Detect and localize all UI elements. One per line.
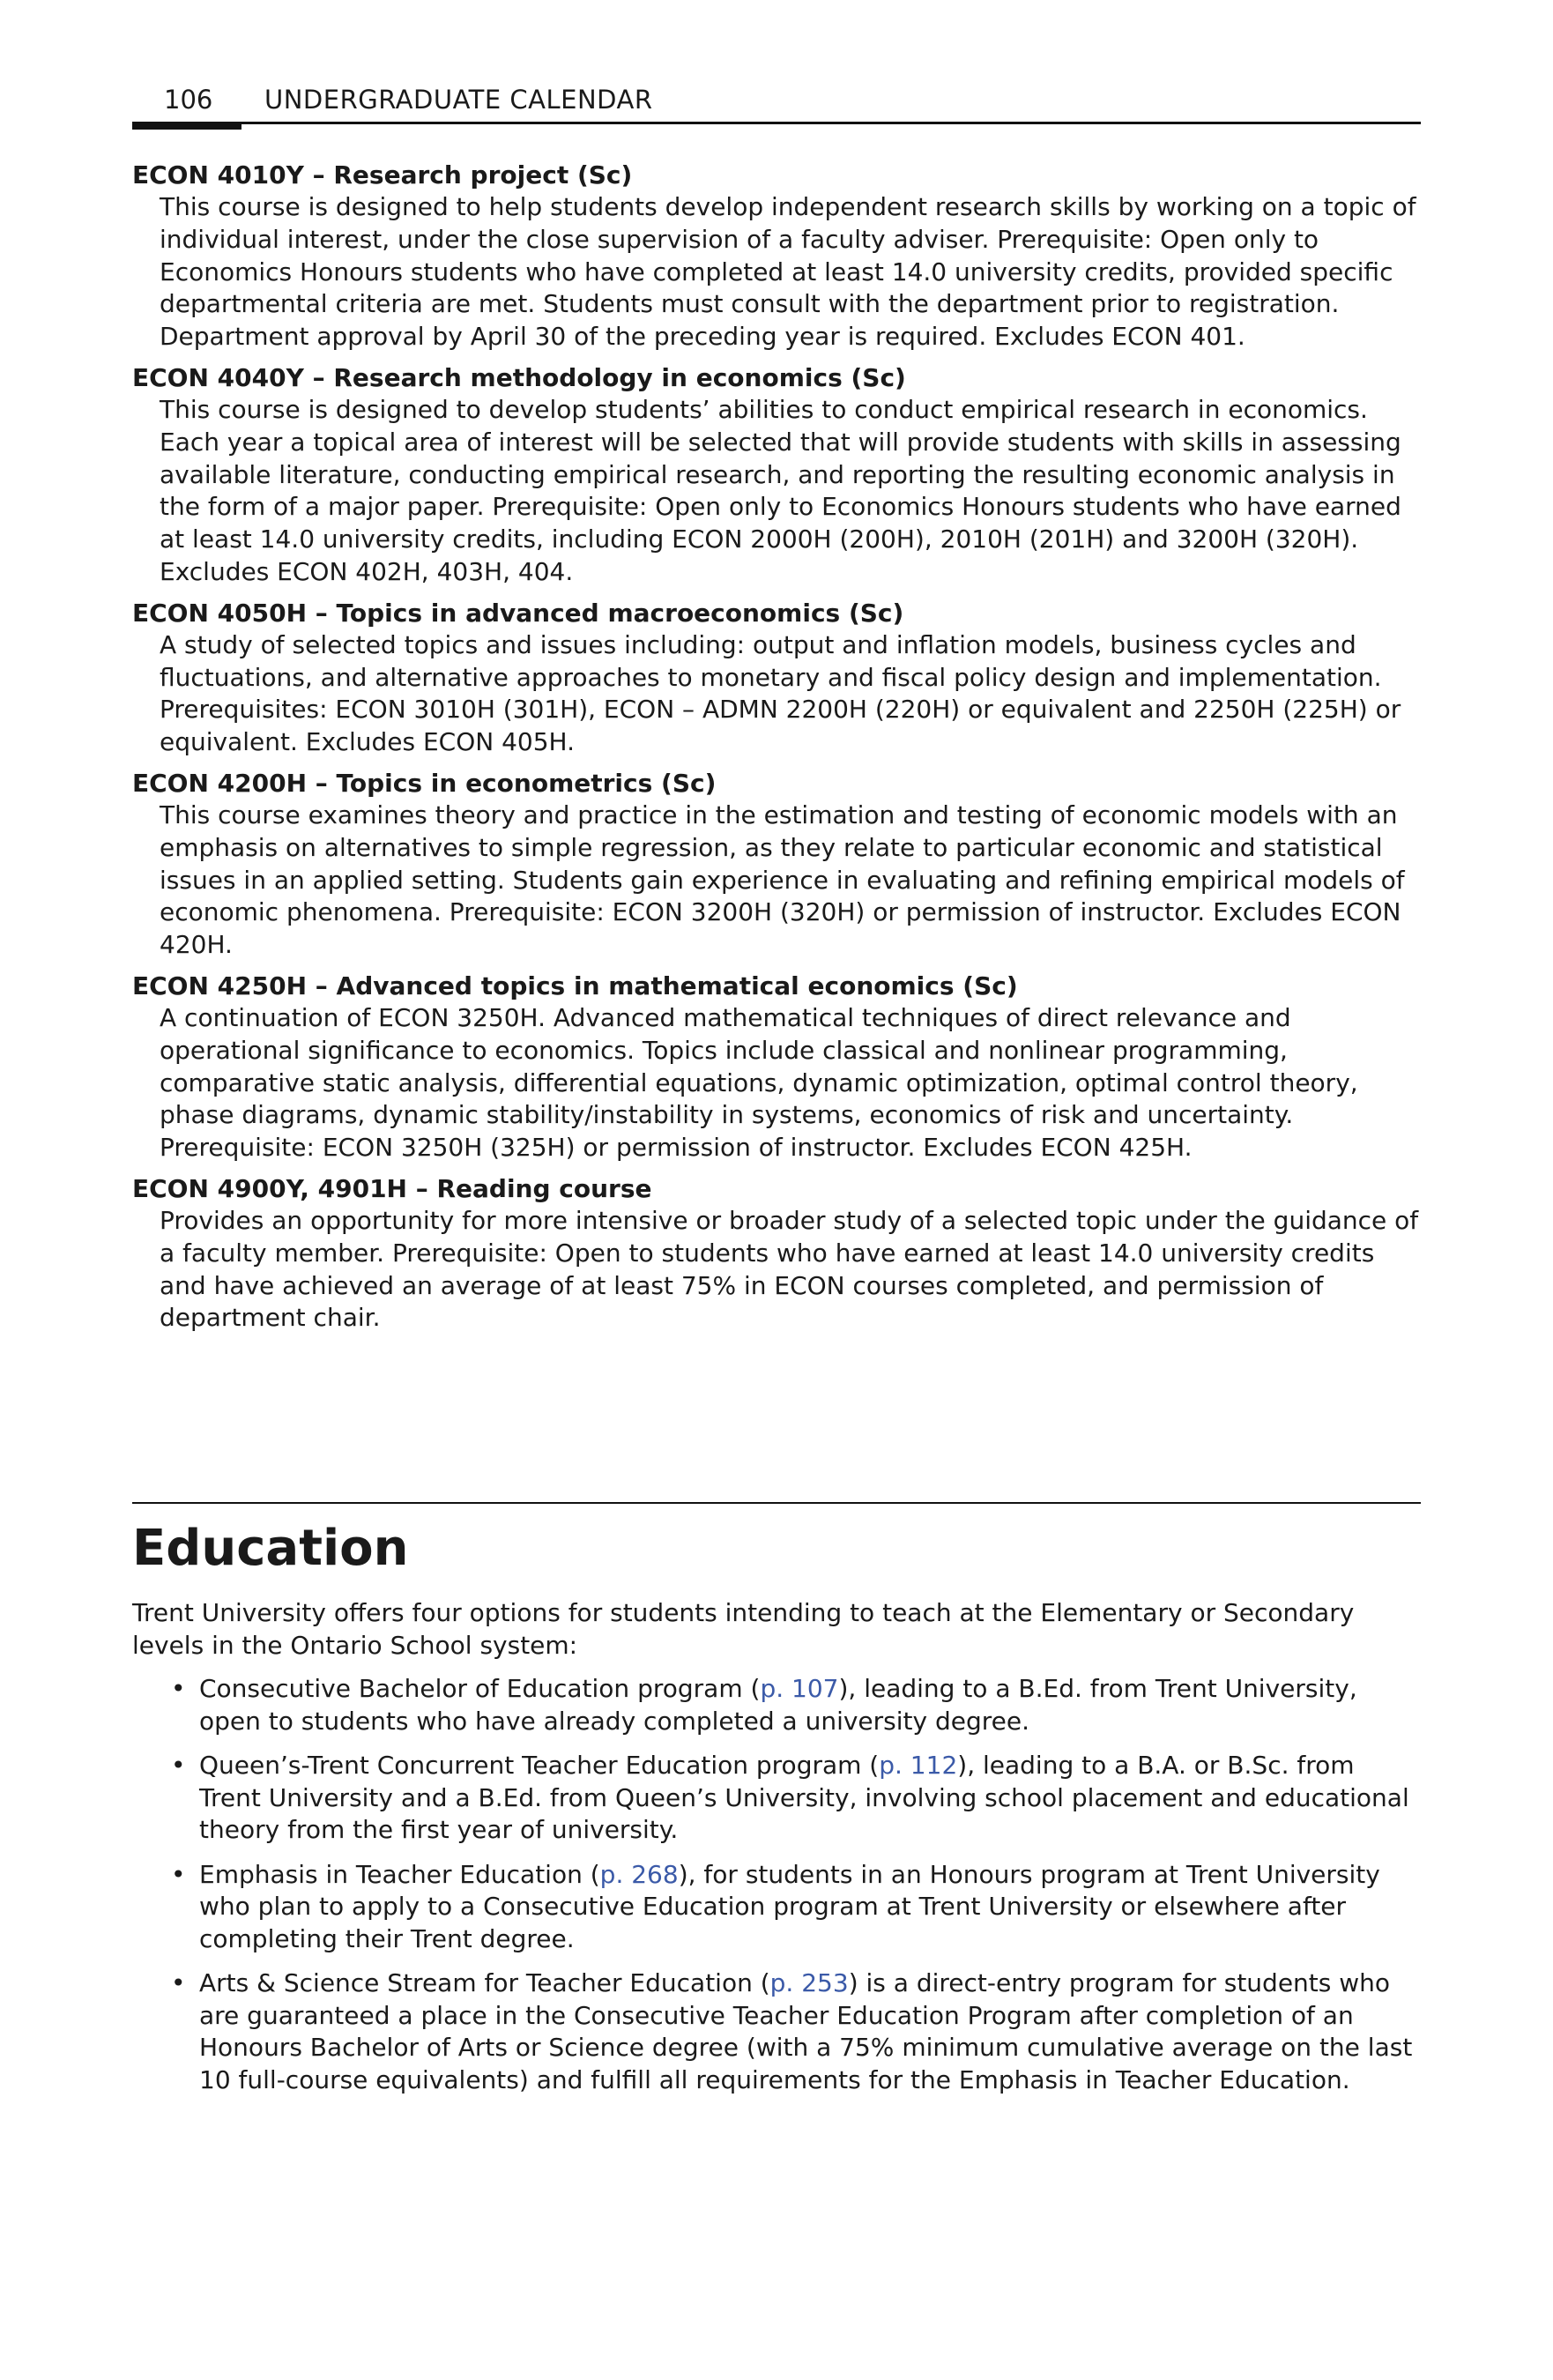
- page-reference-link[interactable]: p. 112: [879, 1751, 958, 1780]
- course-description: This course is designed to develop students’ abilities to conduct empirical research in economics. Each year a topical area of interest will be selected that will provide students with skills in assessing available literature, conducting empirical research, and reporting the resulting economic analysis in the form of a major paper. Prerequisite: Open only to Economics Honours students who have earned at least 14.0 university credits, including ECON 2000H (200H), 2010H (201H) and 3200H (320H). Excludes ECON 402H, 403H, 404.: [160, 394, 1401, 586]
- course-title: ECON 4200H – Topics in econometrics (Sc): [132, 768, 717, 798]
- header-rule: [132, 122, 1421, 124]
- page-number: 106: [164, 85, 213, 115]
- course-title: ECON 4010Y – Research project (Sc): [132, 160, 633, 190]
- option-text: Arts & Science Stream for Teacher Education (: [199, 1968, 770, 1997]
- bullet-glyph: •: [171, 1968, 186, 1997]
- option-text: Consecutive Bachelor of Education program (: [199, 1674, 761, 1703]
- course-entry: [132, 361, 1421, 589]
- page-header: [132, 81, 1421, 134]
- header-tab: [132, 122, 241, 130]
- bullet-glyph: •: [171, 1674, 186, 1703]
- section-divider: [132, 1502, 1421, 1504]
- option-text: ), for students in an Honours program at Trent University who plan to apply to a Consecutive Education program at Trent University or elsewhere after completing their Trent degree.: [199, 1859, 1380, 1953]
- course-entry: [132, 159, 1421, 353]
- bullet-glyph: •: [171, 1859, 186, 1889]
- course-description: This course examines theory and practice in the estimation and testing of economic models with an emphasis on alternatives to simple regression, as they relate to particular economic and statistical issues in an applied setting. Students gain experience in evaluating and refining empirical models of economic phenomena. Prerequisite: ECON 3200H (320H) or permission of instructor. Excludes ECON 420H.: [160, 800, 1405, 960]
- option-text: ) is a direct-entry program for students who are guaranteed a place in the Consecutive Teacher Education Program after completion of an Honours Bachelor of Arts or Science degree (with a 75% minimum cumulative average on the last 10 full-course equivalents) and fulfill all requirements for the Emphasis in Teacher Education.: [199, 1968, 1413, 2094]
- program-options-list: [132, 1673, 1421, 2109]
- course-title: ECON 4900Y, 4901H – Reading course: [132, 1173, 652, 1203]
- page-reference-link[interactable]: p. 253: [769, 1968, 849, 1997]
- program-option: [132, 1673, 1421, 1737]
- page-reference-link[interactable]: p. 107: [760, 1674, 839, 1703]
- course-entry: [132, 767, 1421, 962]
- section-intro: Trent University offers four options for students intending to teach at the Elementary or Secondary levels in the Ontario School system:: [132, 1598, 1355, 1660]
- program-option: [132, 1967, 1421, 2096]
- course-description: Provides an opportunity for more intensive or broader study of a selected topic under the guidance of a faculty member. Prerequisite: Open to students who have earned at least 14.0 university credits and have achieved an average of at least 75% in ECON courses completed, and permission of department chair.: [160, 1205, 1419, 1333]
- course-entry: [132, 970, 1421, 1164]
- course-description: This course is designed to help students develop independent research skills by working on a topic of individual interest, under the close supervision of a faculty adviser. Prerequisite: Open only to Economics Honours students who have completed at least 14.0 university credits, provided specific departmental criteria are met. Students must consult with the department prior to registration. Department approval by April 30 of the preceding year is required. Excludes ECON 401.: [160, 192, 1416, 352]
- option-text: Queen’s-Trent Concurrent Teacher Education program (: [199, 1751, 880, 1780]
- course-entry: [132, 1172, 1421, 1335]
- course-entry: [132, 597, 1421, 759]
- course-title: ECON 4040Y – Research methodology in economics (Sc): [132, 362, 906, 392]
- option-text: ), leading to a B.A. or B.Sc. from Trent University and a B.Ed. from Queen’s University, involving school placement and educational theory from the first year of university.: [199, 1751, 1409, 1844]
- running-head: UNDERGRADUATE CALENDAR: [264, 85, 653, 115]
- course-title: ECON 4250H – Advanced topics in mathematical economics (Sc): [132, 971, 1018, 1000]
- course-description: A study of selected topics and issues including: output and inflation models, business cycles and fluctuations, and alternative approaches to monetary and fiscal policy design and implementation. Prerequisites: ECON 3010H (301H), ECON – ADMN 2200H (220H) or equivalent and 2250H (225H) or equivalent. Excludes ECON 405H.: [160, 629, 1401, 757]
- program-option: [132, 1859, 1421, 1956]
- option-text: ), leading to a B.Ed. from Trent University, open to students who have already completed a university degree.: [199, 1674, 1357, 1736]
- bullet-glyph: •: [171, 1751, 186, 1780]
- course-title: ECON 4050H – Topics in advanced macroeconomics (Sc): [132, 598, 904, 628]
- course-description: A continuation of ECON 3250H. Advanced mathematical techniques of direct relevance and operational significance to economics. Topics include classical and nonlinear programming, comparative static analysis, differential equations, dynamic optimization, optimal control theory, phase diagrams, dynamic stability/instability in systems, economics of risk and uncertainty. Prerequisite: ECON 3250H (325H) or permission of instructor. Excludes ECON 425H.: [160, 1002, 1358, 1163]
- page-reference-link[interactable]: p. 268: [599, 1859, 679, 1889]
- section-title: Education: [132, 1520, 409, 1577]
- course-list: [132, 159, 1421, 1342]
- option-text: Emphasis in Teacher Education (: [199, 1859, 600, 1889]
- program-option: [132, 1750, 1421, 1847]
